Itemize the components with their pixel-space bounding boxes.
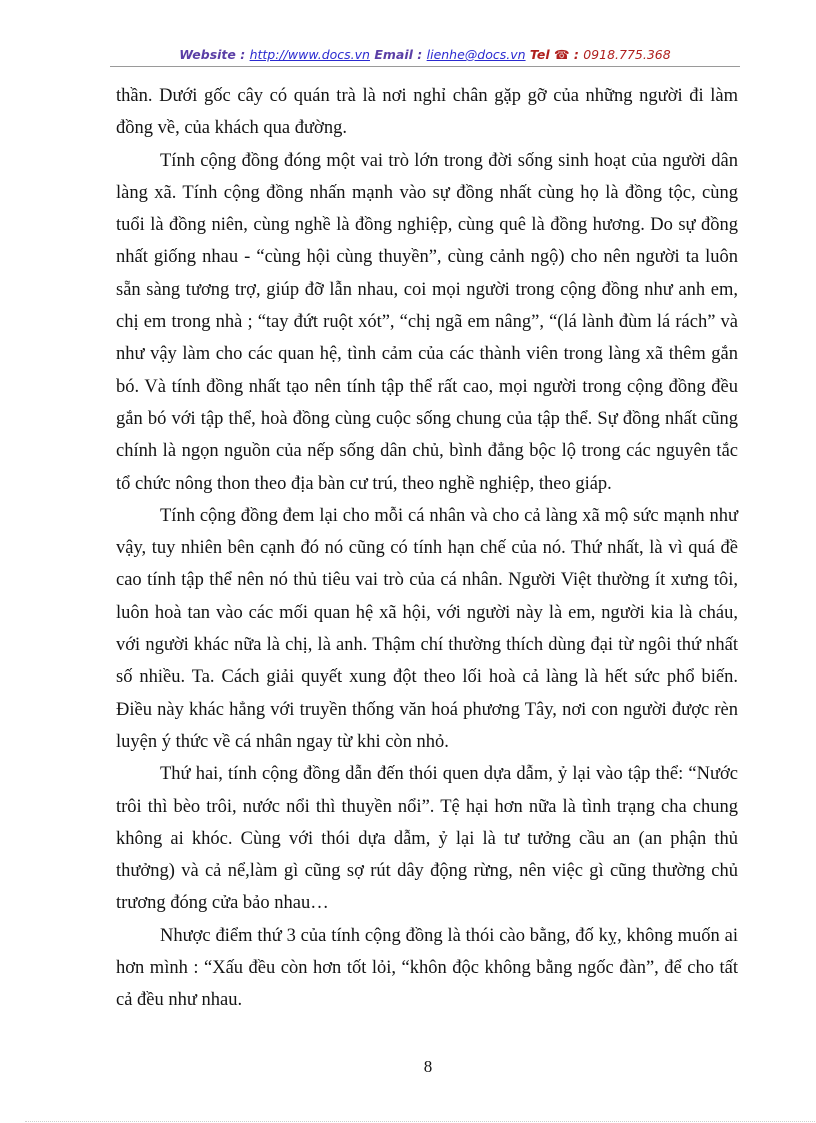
email-label: Email	[374, 47, 413, 62]
tel-value: 0918.775.368	[583, 47, 671, 62]
paragraph: Tính cộng đồng đem lại cho mỗi cá nhân và cho cả làng xã mộ sức mạnh như vậy, tuy nhiên bên cạnh đó nó cũng có tính hạn chế của nó. Thứ nhất, là vì quá đề cao tính tập thể nên nó thủ tiêu vai trò của cá nhân. Người Việt thường ít xưng tôi, luôn hoà tan vào các mối quan hệ xã hội, với người này là em, người kia là cháu, với người khác nữa là chị, là anh. Thậm chí thường thích dùng đại từ ngôi thứ nhất số nhiều. Ta. Cách giải quyết xung đột theo lối hoà cả làng là hết sức phổ biến. Điều này khác hẳng với truyền thống văn hoá phương Tây, nơi con người được rèn luyện ý thức về cá nhân ngay từ khi còn nhỏ.	[116, 505, 738, 752]
website-link[interactable]: http://www.docs.vn	[249, 47, 370, 62]
email-separator: :	[412, 47, 427, 62]
page-bottom-border	[25, 1121, 815, 1122]
paragraph: thần. Dưới gốc cây có quán trà là nơi nghỉ chân gặp gỡ của những người đi làm đồng về, của khách qua đường.	[116, 86, 738, 139]
website-label: Website :	[179, 47, 250, 62]
paragraph: Tính cộng đồng đóng một vai trò lớn trong đời sống sinh hoạt của người dân làng xã. Tính cộng đồng nhấn mạnh vào sự đồng nhất cùng họ là đồng tộc, cùng tuổi là đồng niên, cùng nghề là đồng nghiệp, cùng quê là đồng hương. Do sự đồng nhất giống nhau - “cùng hội cùng thuyền”, cùng cảnh ngộ) cho nên người ta luôn sẵn sàng tương trợ, giúp đỡ lẫn nhau, coi mọi người trong cộng đồng như anh em, chị em trong nhà ; “tay đứt ruột xót”, “chị ngã em nâng”, “(lá lành đùm lá rách” và như vậy làm cho các quan hệ, tình cảm của các thành viên trong làng xã thêm gắn bó. Và tính đồng nhất tạo nên tính tập thể rất cao, mọi người trong cộng đồng đều gắn bó với tập thể, hoà đồng cùng cuộc sống chung của tập thể. Sự đồng nhất cũng chính là ngọn nguồn của nếp sống dân chủ, bình đẳng bộc lộ trong các nguyên tắc tổ chức nông thon theo địa bàn cư trú, theo nghề nghiệp, theo giáp.	[116, 150, 738, 494]
header-divider	[110, 66, 740, 67]
paragraph: Nhược điểm thứ 3 của tính cộng đồng là thói cào bằng, đố kỵ, không muốn ai hơn mình : “Xấu đều còn hơn tốt lỏi, “khôn độc không bằng ngốc đàn”, để cho tất cả đều như nhau.	[116, 925, 738, 1011]
page-header	[110, 47, 740, 62]
tel-label: Tel ☎ :	[529, 47, 584, 62]
paragraph: Thứ hai, tính cộng đồng dẫn đến thói quen dựa dẫm, ỷ lại vào tập thể: “Nước trôi thì bèo trôi, nước nổi thì thuyền nổi”. Tệ hại hơn nữa là tình trạng cha chung không ai khóc. Cùng với thói dựa dẫm, ỷ lại là tư tưởng cầu an (an phận thủ thưởng) và cả nể,làm gì cũng sợ rút dây động rừng, nên việc gì cũng thường chủ trương đóng cửa bảo nhau…	[116, 764, 738, 914]
email-link[interactable]: lienhe@docs.vn	[426, 47, 526, 62]
page-number: 8	[423, 1057, 433, 1076]
document-body	[116, 80, 738, 1017]
